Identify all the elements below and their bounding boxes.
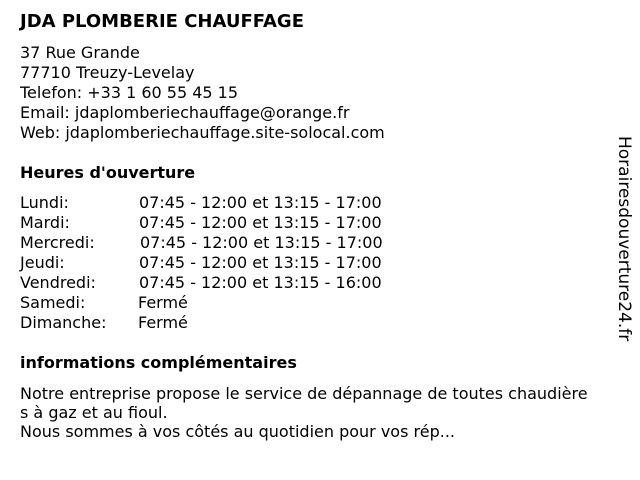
day-hours: Fermé [138, 313, 188, 332]
day-label: Mardi: [20, 213, 70, 232]
hours-heading: Heures d'ouverture [20, 163, 196, 182]
day-label: Mercredi: [20, 233, 95, 252]
web-line: Web: jdaplomberiechauffage.site-solocal.com [20, 123, 385, 142]
address-street: 37 Rue Grande [20, 43, 140, 62]
phone-line: Telefon: +33 1 60 55 45 15 [20, 83, 239, 102]
day-label: Vendredi: [20, 273, 96, 292]
email-line: Email: jdaplomberiechauffage@orange.fr [20, 103, 350, 122]
day-label: Jeudi: [20, 253, 65, 272]
watermark-text: Horairesdouverture24.fr [614, 136, 634, 342]
info-heading: informations complémentaires [20, 353, 297, 372]
day-hours: 07:45 - 12:00 et 13:15 - 16:00 [139, 273, 382, 292]
day-label: Dimanche: [20, 313, 107, 332]
business-name: JDA PLOMBERIE CHAUFFAGE [20, 11, 305, 32]
day-hours: Fermé [138, 293, 188, 312]
address-city: 77710 Treuzy-Levelay [20, 63, 195, 82]
day-hours: 07:45 - 12:00 et 13:15 - 17:00 [140, 233, 383, 252]
watermark [612, 136, 636, 346]
contact-block [20, 43, 385, 143]
day-hours: 07:45 - 12:00 et 13:15 - 17:00 [139, 253, 382, 272]
day-hours: 07:45 - 12:00 et 13:15 - 17:00 [139, 213, 382, 232]
info-description: Notre entreprise propose le service de dépannage de toutes chaudière s à gaz et au fioul. Nous sommes à vos côtés au quotidien pour vos rép... [20, 384, 588, 441]
day-label: Samedi: [20, 293, 86, 312]
day-hours: 07:45 - 12:00 et 13:15 - 17:00 [139, 193, 382, 212]
day-label: Lundi: [20, 193, 69, 212]
